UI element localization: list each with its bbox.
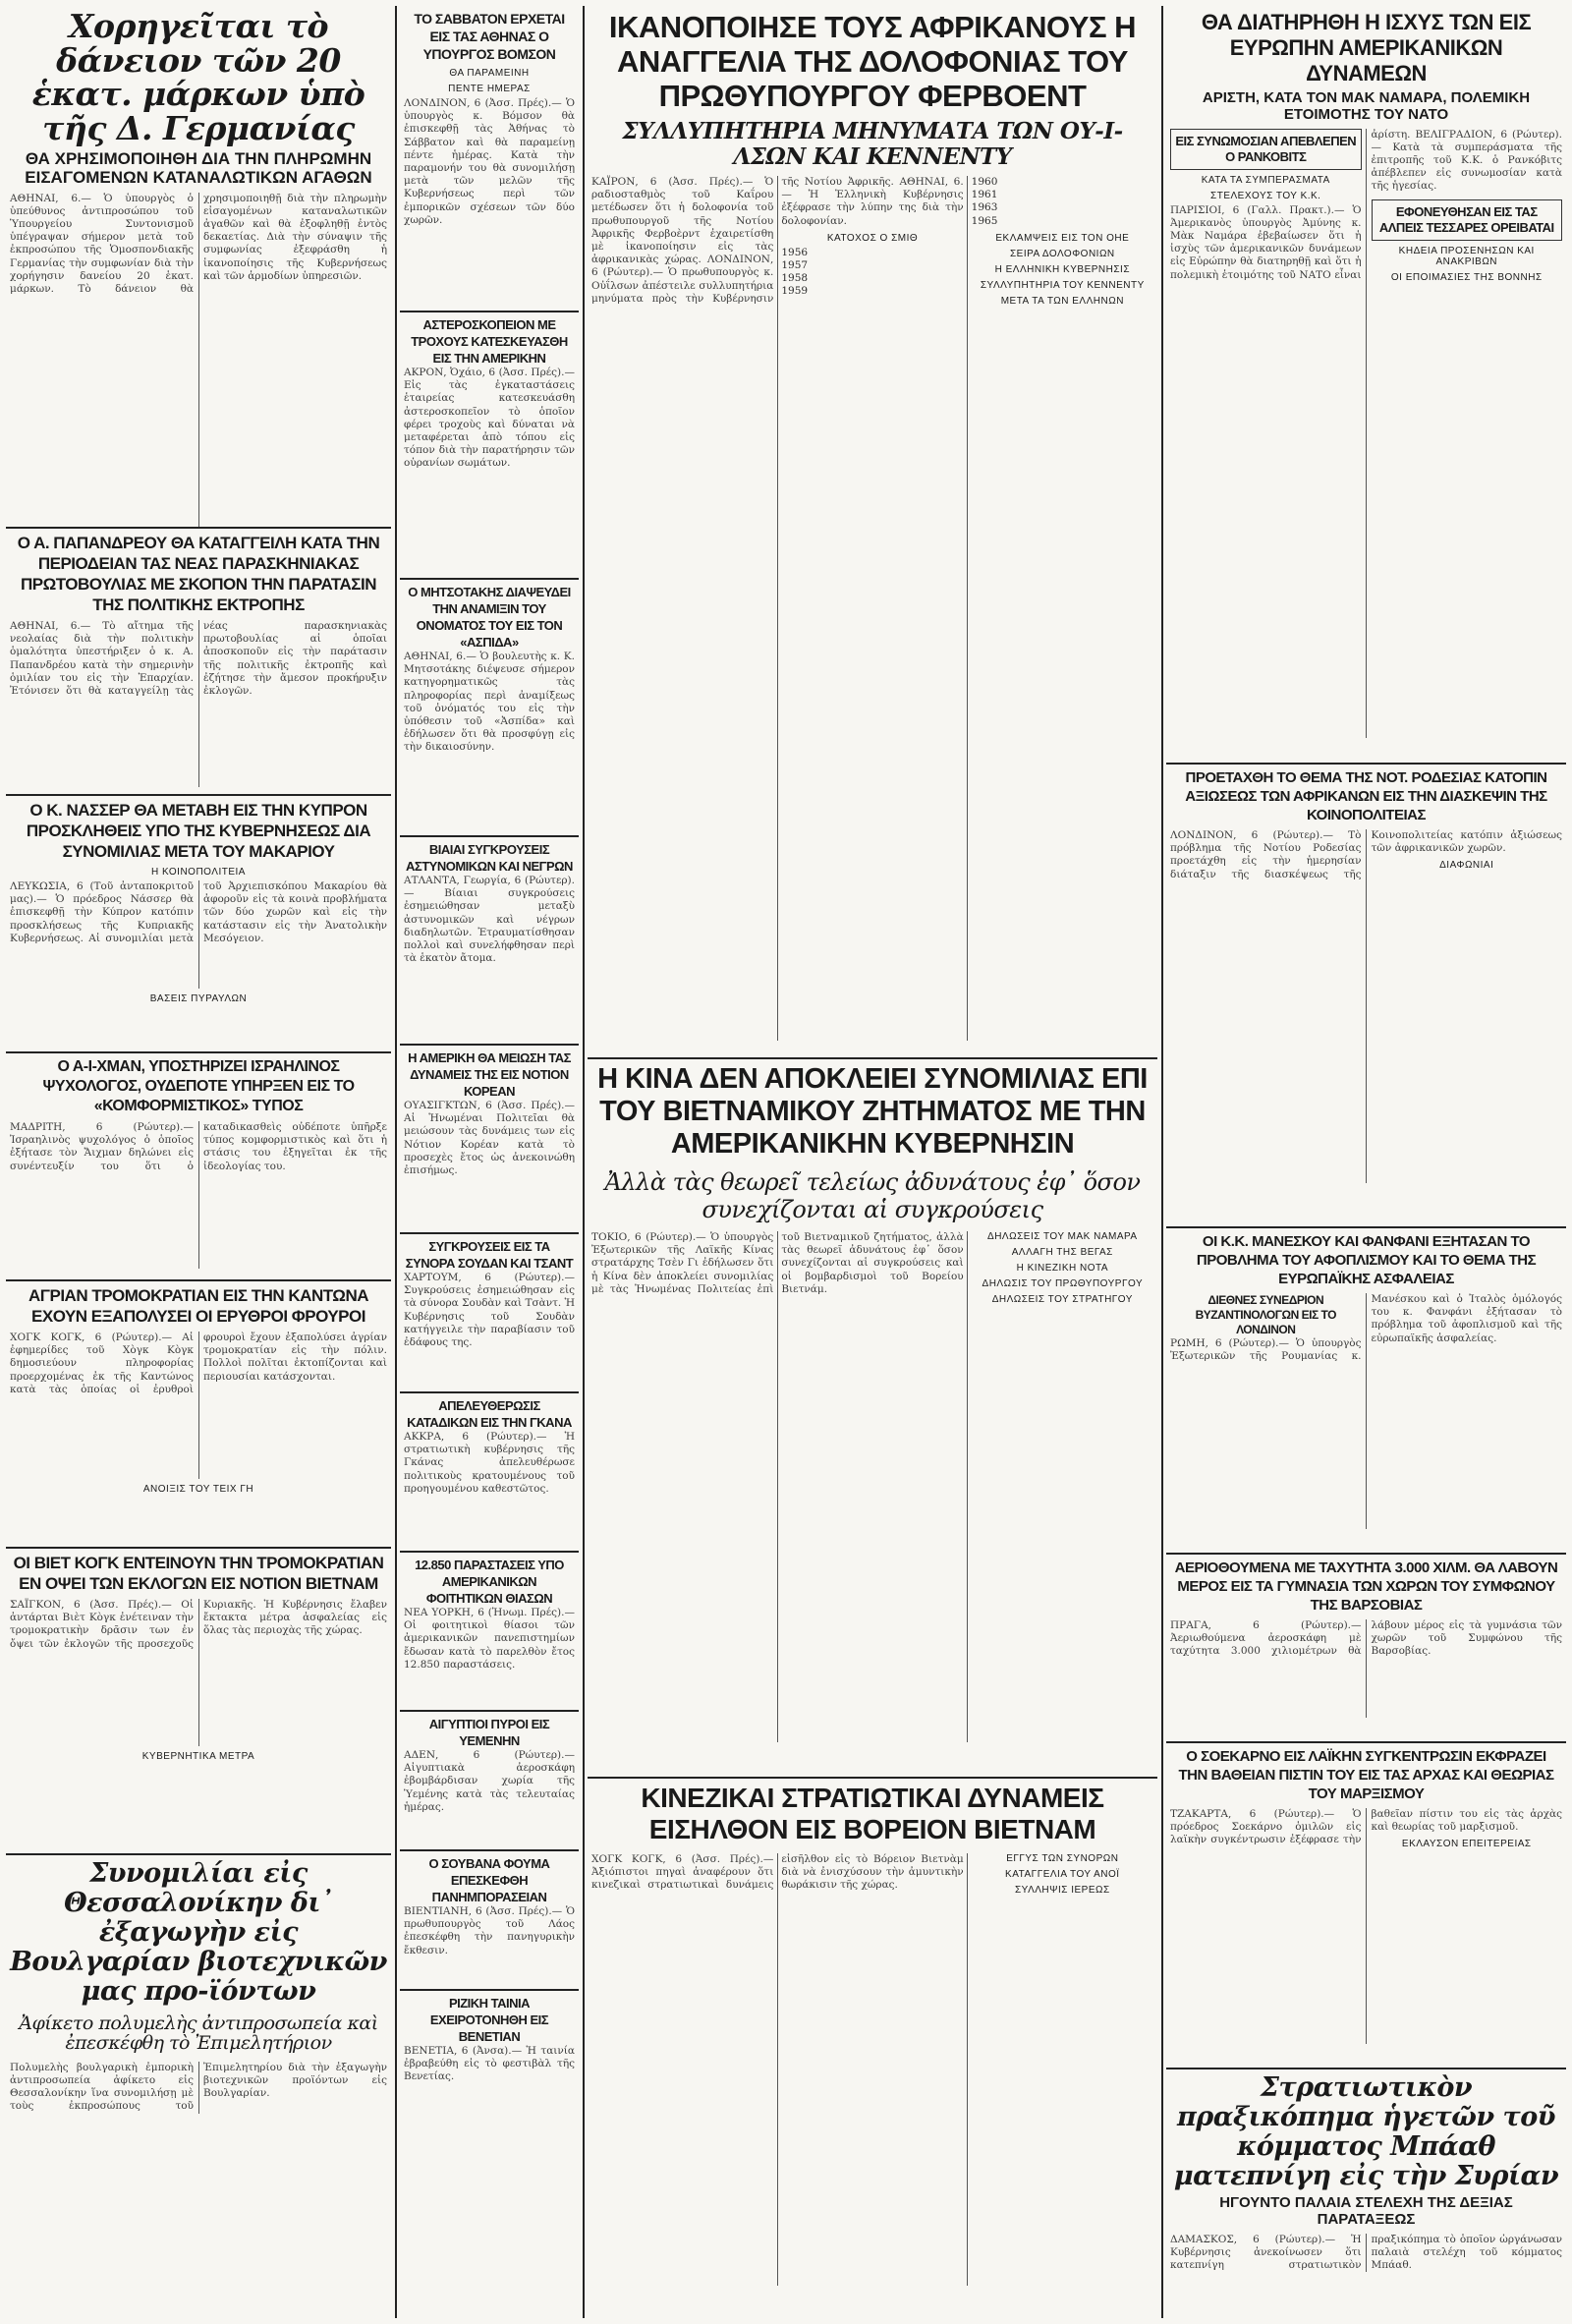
article-columns [1170, 1808, 1562, 2044]
article-chinese-forces [588, 1779, 1157, 2292]
article-columns [591, 176, 1153, 1041]
article-body: ΒΕΝΕΤΙΑ, 6 (Ἀνσα).— Ἡ ταινία ἐβραβεύθη εἰς τὸ φεστιβὰλ τῆς Βενετίας. [404, 2045, 575, 2083]
subheadline: ΗΓΟΥΝΤΟ ΠΑΛΑΙΑ ΣΤΕΛΕΧΗ ΤΗΣ ΔΕΞΙΑΣ ΠΑΡΑΤΑΞΕΩΣ [1219, 2194, 1513, 2229]
article-body: Πολυμελὴς βουλγαρικὴ ἐμπορικὴ ἀντιπροσωπεία ἀφίκετο εἰς Θεσσαλονίκην ἵνα συνομιλήσῃ μὲ τοὺς ἐκπροσώπους τοῦ Ἐπιμελητηρίου διὰ τὴν ἐξαγωγὴν βιοτεχνικῶν προϊόντων εἰς Βουλγαρίαν. [10, 2061, 387, 2113]
headline: Ο ΣΟΕΚΑΡΝΟ ΕΙΣ ΛΑΪΚΗΝ ΣΥΓΚΕΝΤΡΩΣΙΝ ΕΚΦΡΑΖΕΙ ΤΗΝ ΒΑΘΕΙΑΝ ΠΙΣΤΙΝ ΤΟΥ ΕΙΣ ΤΑΣ ΑΡΧΑΣ ΚΑΙ ΘΕΩΡΙΑΣ ΤΟΥ ΜΑΡΞΙΣΜΟΥ [1178, 1748, 1554, 1802]
column-divider [1161, 6, 1163, 2318]
article-manescu-fanfani [1166, 1228, 1566, 1555]
article-canton-red-guards [6, 1281, 391, 1549]
article-body: ΑΔΕΝ, 6 (Ρώυτερ).— Αἰγυπτιακὰ ἀεροσκάφη ἐβομβάρδισαν χωρία τῆς Ὑεμένης κατὰ τὰς τελευταίας ἡμέρας. [404, 1749, 575, 1813]
article-columns [1170, 829, 1562, 1183]
article-columns [1170, 1293, 1562, 1529]
section-label: ΠΕΝΤΕ ΗΜΕΡΑΣ [448, 84, 531, 94]
side-box-headline: ΕΦΟΝΕΥΘΗΣΑΝ ΕΙΣ ΤΑΣ ΑΛΠΕΙΣ ΤΕΣΣΑΡΕΣ ΟΡΕΙΒΑΤΑΙ [1372, 199, 1563, 241]
column-1 [6, 6, 391, 2318]
article-body: ΑΘΗΝΑΙ, 6.— Τὸ αἴτημα τῆς νεολαίας διὰ τὴν πολιτικὴν ὁμαλότητα ὑπεστήριξεν ὁ κ. Α. Παπανδρέου κατὰ τὴν σημερινὴν ὁμιλίαν του εἰς τὴν Ἐπαρχίαν. Ἐτόνισεν ὅτι θὰ καταγγείλῃ τὰς νέας παρασκηνιακὰς πρωτοβουλίας αἱ ὁποῖαι ἀποσκοποῦν εἰς τὴν παράτασιν τῆς πολιτικῆς ἐκτροπῆς καὶ ἐζήτησε τὴν ἄμεσον προκήρυξιν ἐκλογῶν. [10, 620, 387, 698]
article-body: ΡΩΜΗ, 6 (Ρώυτερ).— Ὁ ὑπουργὸς Ἐξωτερικῶν τῆς Ρουμανίας κ. Μανέσκου καὶ ὁ Ἰταλὸς ὁμόλογός του κ. Φανφάνι ἐξήτασαν τὸ πρόβλημα τοῦ ἀφοπλισμοῦ καὶ τῆς εὐρωπαϊκῆς ἀσφαλείας. [1170, 1293, 1562, 1363]
headline: Η ΚΙΝΑ ΔΕΝ ΑΠΟΚΛΕΙΕΙ ΣΥΝΟΜΙΛΙΑΣ ΕΠΙ ΤΟΥ ΒΙΕΤΝΑΜΙΚΟΥ ΖΗΤΗΜΑΤΟΣ ΜΕ ΤΗΝ ΑΜΕΡΙΚΑΝΙΚΗΝ ΚΥΒΕΡΝΗΣΙΝ [597, 1063, 1148, 1160]
article-body: ΤΖΑΚΑΡΤΑ, 6 (Ρώυτερ).— Ὁ πρόεδρος Σοεκάρνο ὁμιλῶν εἰς λαϊκὴν συγκέντρωσιν ἐξέφρασε τὴν βαθεῖαν πίστιν του εἰς τὰς ἀρχὰς καὶ θεωρίας τοῦ μαρξισμοῦ. [1170, 1808, 1562, 1846]
article-sukarno [1166, 1743, 1566, 2069]
article-columns [591, 1231, 1153, 1742]
article-columns [591, 1853, 1153, 2286]
section-label: ΕΚΛΑΜΨΕΙΣ ΕΙΣ ΤΟΝ ΟΗΕ [995, 232, 1130, 244]
headline: Ο ΣΟΥΒΑΝΑ ΦΟΥΜΑ ΕΠΕΣΚΕΦΘΗ ΠΑΝΗΜΠΟΡΑΣΕΙΑΝ [428, 1856, 550, 1904]
article-body: ΛΟΝΔΙΝΟΝ, 6 (Ἀσσ. Πρές).— Ὁ ὑπουργὸς κ. Βόμσον θὰ ἐπισκεφθῇ τὰς Ἀθήνας τὸ Σάββατον καὶ θὰ παραμείνῃ πέντε ἡμέρας. Κατὰ τὴν παραμονήν του θὰ συνομιλήσῃ μετὰ τῶν μελῶν τῆς Κυβερνήσεως περὶ τῶν ἐμπορικῶν σχέσεων τῶν δύο χωρῶν. [404, 97, 575, 226]
subheadline: ΘΑ ΧΡΗΣΙΜΟΠΟΙΗΘΗ ΔΙΑ ΤΗΝ ΠΛΗΡΩΜΗΝ ΕΙΣΑΓΟΜΕΝΩΝ ΚΑΤΑΝΑΛΩΤΙΚΩΝ ΑΓΑΘΩΝ [25, 148, 372, 188]
headline: Χορηγεῖται τὸ δάνειον τῶν 20 ἑκατ. μάρκων ὑπὸ τῆς Δ. Γερμανίας [31, 7, 365, 147]
headline: ΣΥΓΚΡΟΥΣΕΙΣ ΕΙΣ ΤΑ ΣΥΝΟΡΑ ΣΟΥΔΑΝ ΚΑΙ ΤΣΑΝΤ [405, 1239, 574, 1271]
article-body: ΣΑΪΓΚΟΝ, 6 (Ἀσσ. Πρές).— Οἱ ἀντάρται Βιὲτ Κὸγκ ἐνέτειναν τὴν τρομοκρατικὴν δρᾶσιν των ἐν ὄψει τῶν ἐκλογῶν τῆς προσεχοῦς Κυριακῆς. Ἡ Κυβέρνησις ἔλαβεν ἔκτακτα μέτρα ἀσφαλείας εἰς ὅλας τὰς περιοχὰς τῆς χώρας. [10, 1599, 387, 1650]
section-label: ΘΑ ΠΑΡΑΜΕΙΝΗ [449, 68, 530, 79]
section-label: ΣΤΕΛΕΧΟΥΣ ΤΟΥ Κ.Κ. [1210, 190, 1321, 201]
column-divider [583, 6, 585, 2318]
article-body: ΟΥΑΣΙΓΚΤΩΝ, 6 (Ἀσσ. Πρές).— Αἱ Ἡνωμέναι Πολιτεῖαι θὰ μειώσουν τὰς δυνάμεις των εἰς Νότιον Κορέαν κατὰ τὸ προσεχὲς ἔτος ὡς ἀνεκοινώθη ἐπισήμως. [404, 1100, 575, 1177]
column-3 [588, 6, 1157, 2318]
section-label: ΔΗΛΩΣΙΣ ΤΟΥ ΠΡΩΘΥΠΟΥΡΓΟΥ [982, 1278, 1144, 1289]
headline: 12.850 ΠΑΡΑΣΤΑΣΕΙΣ ΥΠΟ ΑΜΕΡΙΚΑΝΙΚΩΝ ΦΟΙΤΗΤΙΚΩΝ ΘΙΑΣΩΝ [415, 1558, 564, 1606]
section-label: ΔΗΛΩΣΕΙΣ ΤΟΥ ΣΤΡΑΤΗΓΟΥ [991, 1294, 1133, 1305]
section-label: Η ΚΟΙΝΟΠΟΛΙΤΕΙΑ [151, 867, 246, 878]
headline: Στρατιωτικὸν πραξικόπημα ἡγετῶν τοῦ κόμματος Μπάαθ ματεπνίγη εἰς τὴν Συρίαν [1173, 2072, 1559, 2191]
article-yemen [400, 1712, 579, 1851]
headline: ΑΣΤΕΡΟΣΚΟΠΕΙΟΝ ΜΕ ΤΡΟΧΟΥΣ ΚΑΤΕΣΚΕΥΑΣΘΗ ΕΙΣ ΤΗΝ ΑΜΕΡΙΚΗΝ [411, 317, 568, 366]
section-label: ΑΝΟΙΞΙΣ ΤΟΥ ΤΕΙΧ ΓΗ [142, 1484, 254, 1495]
article-mitsotakis [400, 580, 579, 837]
section-label: ΣΥΛΛΥΠΗΤΗΡΙΑ ΤΟΥ ΚΕΝΝΕΝΤΥ [980, 279, 1145, 291]
headline: Η ΑΜΕΡΙΚΗ ΘΑ ΜΕΙΩΣΗ ΤΑΣ ΔΥΝΑΜΕΙΣ ΤΗΣ ΕΙΣ ΝΟΤΙΟΝ ΚΟΡΕΑΝ [408, 1050, 571, 1099]
article-body: ΚΑΪΡΟΝ, 6 (Ἀσσ. Πρές).— Ὁ ραδιοσταθμὸς τοῦ Καΐρου μετέδωσεν ὅτι ἡ δολοφονία τοῦ πρωθυπουργοῦ τῆς Νοτίου Ἀφρικῆς Φερβοὲρντ ἐχαιρετίσθη μὲ ἱκανοποίησιν εἰς τὰς ἀφρικανικὰς χώρας. ΛΟΝΔΙΝΟΝ, 6 (Ρώυτερ).— Ὁ πρωθυπουργὸς κ. Οὐΐλσων ἀπέστειλε συλλυπητήρια μηνύματα πρὸς τὴν Κυβέρνησιν τῆς Νοτίου Ἀφρικῆς. ΑΘΗΝΑΙ, 6.— Ἡ Ἑλληνικὴ Κυβέρνησις ἐξέφρασε τὴν λύπην της διὰ τὴν δολοφονίαν. [591, 176, 964, 305]
article-body: ΧΟΓΚ ΚΟΓΚ, 6 (Ρώυτερ).— Αἱ ἐφημερίδες τοῦ Χὸγκ Κὸγκ δημοσιεύουν πληροφορίας προερχομένας ἐκ τῆς Καντώνος κατὰ τὰς ὁποίας οἱ ἐρυθροὶ φρουροὶ ἔχουν ἐξαπολύσει ἀγρίαν τρομοκρατίαν εἰς τὴν πόλιν. Πολλοὶ πολῖται ἐκτοπίζονται καὶ περιουσίαι κατάσχονται. [10, 1332, 387, 1395]
article-body: ΜΑΔΡΙΤΗ, 6 (Ρώυτερ).— Ἰσραηλινὸς ψυχολόγος ὁ ὁποῖος ἐξήτασε τὸν Ἄιχμαν δηλώνει εἰς συνέντευξίν του ὅτι ὁ καταδικασθεὶς οὐδέποτε ὑπῆρξε τύπος κομφορμιστικὸς καὶ ὅτι ἡ στάσις του ἐξηγεῖται ἐκ τῆς ἰδεολογίας του. [10, 1121, 387, 1172]
year-entry: 1963 [971, 201, 998, 214]
year-entry: 1961 [971, 189, 998, 201]
article-columns [1170, 129, 1562, 738]
article-nasser-cyprus [6, 796, 391, 1053]
article-body: ΒΙΕΝΤΙΑΝΗ, 6 (Ἀσσ. Πρές).— Ὁ πρωθυπουργὸς τοῦ Λάος ἐπεσκέφθη τὴν πανηγυρικὴν ἔκθεσιν. [404, 1905, 575, 1956]
article-body: ΑΤΛΑΝΤΑ, Γεωργία, 6 (Ρώυτερ).— Βίαιαι συγκρούσεις ἐσημειώθησαν μεταξὺ ἀστυνομικῶν καὶ νέγρων διαδηλωτῶν. Ἐτραυματίσθησαν πολλοὶ καὶ συνελήφθησαν περὶ τὰ ἑκατὸν ἄτομα. [404, 875, 575, 965]
section-label: ΚΗΔΕΙΑ ΠΡΟΣΕΝΗΣΩΝ ΚΑΙ ΑΝΑΚΡΙΒΩΝ [1398, 245, 1535, 267]
section-label: ΜΕΤΑ ΤΑ ΤΩΝ ΕΛΛΗΝΩΝ [1000, 295, 1124, 307]
year-entry: 1957 [781, 259, 809, 272]
article-china-vietnam-talks [588, 1059, 1157, 1779]
article-korea-forces [400, 1046, 579, 1234]
year-entry: 1956 [781, 246, 809, 258]
article-papandreou [6, 529, 391, 796]
article-ghana [400, 1393, 579, 1553]
article-body: ΧΑΡΤΟΥΜ, 6 (Ρώυτερ).— Συγκρούσεις ἐσημειώθησαν εἰς τὰ σύνορα Σουδὰν καὶ Τσὰντ. Ἡ Κυβέρνησις τοῦ Σουδὰν κατήγγειλε τὴν παραβίασιν τοῦ ἐδάφους της. [404, 1272, 576, 1349]
article-viet-cong [6, 1549, 391, 1855]
article-atlanta-clashes [400, 837, 579, 1046]
headline: Ο Α. ΠΑΠΑΝΔΡΕΟΥ ΘΑ ΚΑΤΑΓΓΕΙΛΗ ΚΑΤΑ ΤΗΝ ΠΕΡΙΟΔΕΙΑΝ ΤΑΣ ΝΕΑΣ ΠΑΡΑΣΚΗΝΙΑΚΑΣ ΠΡΩΤΟΒΟΥΛΙΑΣ ΜΕ ΣΚΟΠΟΝ ΤΗΝ ΠΑΡΑΤΑΣΙΝ ΤΗΣ ΠΟΛΙΤΙΚΗΣ ΕΚΤΡΟΠΗΣ [17, 534, 380, 614]
headline: ΚΙΝΕΖΙΚΑΙ ΣΤΡΑΤΙΩΤΙΚΑΙ ΔΥΝΑΜΕΙΣ ΕΙΣΗΛΘΟΝ ΕΙΣ ΒΟΡΕΙΟΝ ΒΙΕΤΝΑΜ [641, 1783, 1104, 1844]
headline: Συνομιλίαι εἰς Θεσσαλονίκην δι᾽ ἐξαγωγὴν εἰς Βουλγαρίαν βιοτεχνικῶν μας προ-ϊόντων [10, 1858, 387, 2007]
article-syria-coup [1166, 2069, 1566, 2278]
headline: ΤΟ ΣΑΒΒΑΤΟΝ ΕΡΧΕΤΑΙ ΕΙΣ ΤΑΣ ΑΘΗΝΑΣ Ο ΥΠΟΥΡΓΟΣ ΒΟΜΣΟΝ [414, 11, 565, 62]
section-label: ΣΥΛΛΗΨΙΣ ΙΕΡΕΩΣ [1014, 1885, 1110, 1896]
article-body: ΛΟΝΔΙΝΟΝ, 6 (Ρώυτερ).— Τὸ πρόβλημα τῆς Νοτίου Ροδεσίας προετάχθη εἰς τὴν ἡμερησίαν διάταξιν τῆς διασκέψεως τῆς Κοινοπολιτείας κατόπιν ἀξιώσεως τῶν ἀφρικανικῶν χωρῶν. [1170, 829, 1562, 880]
article-body: ΛΕΥΚΩΣΙΑ, 6 (Τοῦ ἀνταποκριτοῦ μας).— Ὁ πρόεδρος Νάσσερ θὰ ἐπισκεφθῇ τὴν Κύπρον κατόπιν προσκλήσεως τῆς Κυπριακῆς Κυβερνήσεως. Αἱ συνομιλίαι μετὰ τοῦ Ἀρχιεπισκόπου Μακαρίου θὰ ἀφοροῦν εἰς τὰ κοινὰ προβλήματα τῶν δύο χωρῶν καὶ εἰς τὴν κατάστασιν εἰς τὴν Ἀνατολικὴν Μεσόγειον. [10, 880, 387, 944]
section-label: ΕΚΛΑΥΣΟΝ ΕΠΕΙΤΕΡΕΙΑΣ [1401, 1839, 1532, 1850]
headline: ΑΓΡΙΑΝ ΤΡΟΜΟΚΡΑΤΙΑΝ ΕΙΣ ΤΗΝ ΚΑΝΤΩΝΑ ΕΧΟΥΝ ΕΞΑΠΟΛΥΣΕΙ ΟΙ ΕΡΥΘΡΟΙ ΦΡΟΥΡΟΙ [28, 1286, 368, 1326]
subheadline: ΑΡΙΣΤΗ, ΚΑΤΑ ΤΟΝ ΜΑΚ ΝΑΜΑΡΑ, ΠΟΛΕΜΙΚΗ ΕΤΟΙΜΟΤΗΣ ΤΟΥ ΝΑΤΟ [1202, 89, 1531, 124]
section-label: ΔΙΑΦΩΝΙΑΙ [1439, 860, 1494, 872]
section-label: ΚΑΤΑ ΤΑ ΣΥΜΠΕΡΑΣΜΑΤΑ [1201, 174, 1330, 186]
article-us-forces-europe [1166, 6, 1566, 765]
section-label: ΚΥΒΕΡΝΗΤΙΚΑ ΜΕΤΡΑ [141, 1751, 255, 1762]
headline: ΑΠΕΛΕΥΘΕΡΩΣΙΣ ΚΑΤΑΔΙΚΩΝ ΕΙΣ ΤΗΝ ΓΚΑΝΑ [407, 1398, 572, 1430]
article-body: ΑΚΡΟΝ, Ὀχάιο, 6 (Ἀσσ. Πρές).— Εἰς τὰς ἐγκαταστάσεις ἑταιρείας κατεσκευάσθη ἀστεροσκοπεῖον τὸ ὁποῖον φέρει τροχοὺς καὶ δύναται νὰ μεταφέρεται ἀπὸ τόπου εἰς τόπον διὰ τὴν παρατήρησιν τῶν οὐρανίων σωμάτων. [404, 367, 575, 470]
article-body: ΔΑΜΑΣΚΟΣ, 6 (Ρώυτερ).— Ἡ Κυβέρνησις ἀνεκοίνωσεν ὅτι κατεπνίγη στρατιωτικὸν πραξικόπημα τὸ ὁποῖον ὠργάνωσαν παλαιὰ στελέχη τοῦ κόμματος Μπάαθ. [1170, 2233, 1562, 2271]
article-warsaw-pact [1166, 1555, 1566, 1743]
section-label: ΣΕΙΡΑ ΔΟΛΟΦΟΝΙΩΝ [1009, 248, 1115, 259]
article-student-theatre [400, 1553, 579, 1712]
side-headline: ΔΙΕΘΝΕΣ ΣΥΝΕΔΡΙΟΝ ΒΥΖΑΝΤΙΝΟΛΟΓΩΝ ΕΙΣ ΤΟ ΛΟΝΔΙΝΟΝ [1195, 1293, 1336, 1336]
article-body: ΠΑΡΙΣΙΟΙ, 6 (Γαλλ. Πρακτ.).— Ὁ Ἀμερικανὸς ὑπουργὸς Ἀμύνης κ. Μὰκ Ναμάρα ἐβεβαίωσεν ὅτι ἡ ἰσχὺς τῶν ἀμερικανικῶν δυνάμεων εἰς Εὐρώπην θὰ διατηρηθῇ καὶ ὅτι ἡ πολεμικὴ ἑτοιμότης τοῦ ΝΑΤΟ εἶναι ἀρίστη. ΒΕΛΙΓΡΑΔΙΟΝ, 6 (Ρώυτερ).— Κατὰ τὰ συμπεράσματα τῆς ἐπιτροπῆς τοῦ Κ.Κ. ὁ Ρανκόβιτς ἀπέβλεπεν εἰς συνωμοσίαν κατὰ τῆς ἡγεσίας. [1170, 128, 1562, 281]
section-label: ΒΑΣΕΙΣ ΠΥΡΑΥΛΩΝ [149, 993, 248, 1004]
article-observatory [400, 312, 579, 580]
section-label: Η ΚΙΝΕΖΙΚΗ ΝΟΤΑ [1016, 1263, 1109, 1274]
headline: ΒΙΑΙΑΙ ΣΥΓΚΡΟΥΣΕΙΣ ΑΣΤΥΝΟΜΙΚΩΝ ΚΑΙ ΝΕΓΡΩΝ [406, 842, 573, 874]
side-headline: ΕΙΣ ΣΥΝΩΜΟΣΙΑΝ ΑΠΕΒΛΕΠΕΝ Ο ΡΑΝΚΟΒΙΤΣ [1170, 129, 1362, 170]
article-german-loan [6, 6, 391, 529]
article-bulgaria-exports [6, 1855, 391, 2120]
article-bomson-visit [400, 6, 579, 312]
year-entry: 1960 [971, 176, 998, 188]
column-divider [395, 6, 397, 2318]
headline: Ο Κ. ΝΑΣΣΕΡ ΘΑ ΜΕΤΑΒΗ ΕΙΣ ΤΗΝ ΚΥΠΡΟΝ ΠΡΟΣΚΛΗΘΕΙΣ ΥΠΟ ΤΗΣ ΚΥΒΕΡΝΗΣΕΩΣ ΔΙΑ ΣΥΝΟΜΙΛΙΑΣ ΜΕΤΑ ΤΟΥ ΜΑΚΑΡΙΟΥ [26, 801, 371, 861]
headline: ΙΚΑΝΟΠΟΙΗΣΕ ΤΟΥΣ ΑΦΡΙΚΑΝΟΥΣ Η ΑΝΑΓΓΕΛΙΑ ΤΗΣ ΔΟΛΟΦΟΝΙΑΣ ΤΟΥ ΠΡΩΘΥΠΟΥΡΓΟΥ ΦΕΡΒΟΕΝΤ [608, 10, 1137, 113]
article-body: ΠΡΑΓΑ, 6 (Ρώυτερ).— Ἀεριωθούμενα ἀεροσκάφη μὲ ταχύτητα 3.000 χιλιομέτρων θὰ λάβουν μέρος εἰς τὰ γυμνάσια τῶν χωρῶν τοῦ Συμφώνου τῆς Βαρσοβίας. [1170, 1619, 1562, 1658]
section-label: ΕΓΓΥΣ ΤΩΝ ΣΥΝΟΡΩΝ [1006, 1853, 1119, 1864]
section-label: ΚΑΤΑΓΓΕΛΙΑ ΤΟΥ ΑΝΟΪ [1005, 1869, 1120, 1880]
article-souvanna-phouma [400, 1851, 579, 1991]
headline: ΟΙ Κ.Κ. ΜΑΝΕΣΚΟΥ ΚΑΙ ΦΑΝΦΑΝΙ ΕΞΗΤΑΣΑΝ ΤΟ ΠΡΟΒΛΗΜΑ ΤΟΥ ΑΦΟΠΛΙΣΜΟΥ ΚΑΙ ΤΟ ΘΕΜΑ ΤΗΣ ΕΥΡΩΠΑΪΚΗΣ ΑΣΦΑΛΕΙΑΣ [1196, 1233, 1537, 1287]
headline: ΟΙ ΒΙΕΤ ΚΟΓΚ ΕΝΤΕΙΝΟΥΝ ΤΗΝ ΤΡΟΜΟΚΡΑΤΙΑΝ ΕΝ ΟΨΕΙ ΤΩΝ ΕΚΛΟΓΩΝ ΕΙΣ ΝΟΤΙΟΝ ΒΙΕΤΝΑΜ [13, 1554, 384, 1593]
headline: ΘΑ ΔΙΑΤΗΡΗΘΗ Η ΙΣΧΥΣ ΤΩΝ ΕΙΣ ΕΥΡΩΠΗΝ ΑΜΕΡΙΚΑΝΙΚΩΝ ΔΥΝΑΜΕΩΝ [1201, 10, 1532, 85]
article-body: ΑΘΗΝΑΙ, 6.— Ὁ βουλευτὴς κ. Κ. Μητσοτάκης διέψευσε σήμερον κατηγορηματικῶς τὰς πληροφορίας περὶ ἀναμίξεως τοῦ ὀνόματός του εἰς τὴν ὑπόθεσιν τοῦ «Ἀσπίδα» καὶ ἐδήλωσεν ὅτι θὰ προσφύγῃ εἰς τὴν δικαιοσύνην. [404, 651, 575, 754]
article-body: ΑΚΚΡΑ, 6 (Ρώυτερ).— Ἡ στρατιωτικὴ κυβέρνησις τῆς Γκάνας ἀπελευθέρωσε πολιτικοὺς κρατουμένους τοῦ προηγουμένου καθεστῶτος. [404, 1431, 575, 1495]
subheadline: ΣΥΛΛΥΠΗΤΗΡΙΑ ΜΗΝΥΜΑΤΑ ΤΩΝ ΟΥ-Ι-ΛΣΩΝ ΚΑΙ ΚΕΝΝΕΝΤΥ [622, 118, 1123, 170]
article-body: ΝΕΑ ΥΟΡΚΗ, 6 (Ἠνωμ. Πρές).— Οἱ φοιτητικοὶ θίασοι τῶν ἀμερικανικῶν πανεπιστημίων ἔδωσαν κατὰ τὸ παρελθὸν ἔτος 12.850 παραστάσεις. [404, 1607, 575, 1671]
article-verwoerd-assassination [588, 6, 1157, 1059]
section-label: ΑΛΛΑΓΗ ΤΗΣ ΒΕΓΑΣ [1011, 1247, 1113, 1258]
year-entry: 1958 [781, 272, 809, 285]
year-entry: 1965 [971, 214, 998, 227]
subheadline: Ἀλλὰ τὰς θεωρεῖ τελείως ἀδυνάτους ἐφ᾽ ὅσον συνεχίζονται αἱ συγκρούσεις [604, 1168, 1141, 1223]
headline: Ο Α-Ι-ΧΜΑΝ, ΥΠΟΣΤΗΡΙΖΕΙ ΙΣΡΑΗΛΙΝΟΣ ΨΥΧΟΛΟΓΟΣ, ΟΥΔΕΠΟΤΕ ΥΠΗΡΞΕΝ ΕΙΣ ΤΟ «ΚΟΜΦΟΡΜΙΣΤΙΚΟΣ» ΤΥΠΟΣ [42, 1058, 355, 1114]
headline: ΑΙΓΥΠΤΙΟΙ ΠΥΡΟΙ ΕΙΣ ΥΕΜΕΝΗΝ [428, 1717, 550, 1748]
headline: Ο ΜΗΤΣΟΤΑΚΗΣ ΔΙΑΨΕΥΔΕΙ ΤΗΝ ΑΝΑΜΙΞΙΝ ΤΟΥ ΟΝΟΜΑΤΟΣ ΤΟΥ ΕΙΣ ΤΟΝ «ΑΣΠΙΔΑ» [408, 585, 571, 650]
article-rhodesia [1166, 765, 1566, 1228]
headline: ΡΙΖΙΚΗ ΤΑΙΝΙΑ ΕΧΕΙΡΟΤΟΝΗΘΗ ΕΙΣ ΒΕΝΕΤΙΑΝ [429, 1996, 549, 2044]
headline: ΑΕΡΙΟΘΟΥΜΕΝΑ ΜΕ ΤΑΧΥΤΗΤΑ 3.000 ΧΙΛΜ. ΘΑ ΛΑΒΟΥΝ ΜΕΡΟΣ ΕΙΣ ΤΑ ΓΥΜΝΑΣΙΑ ΤΩΝ ΧΩΡΩΝ ΤΟΥ ΣΥΜΦΩΝΟΥ ΤΗΣ ΒΑΡΣΟΒΙΑΣ [1174, 1559, 1558, 1614]
year-entry: 1959 [781, 285, 809, 298]
article-body: ΤΟΚΙΟ, 6 (Ρώυτερ).— Ὁ ὑπουργὸς Ἐξωτερικῶν τῆς Λαϊκῆς Κίνας στρατάρχης Τσὲν Γι ἐδήλωσεν ὅτι ἡ Κίνα δὲν ἀποκλείει συνομιλίας μὲ τὰς Ἡνωμένας Πολιτείας ἐπὶ τοῦ Βιετναμικοῦ ζητήματος, ἀλλὰ τὰς θεωρεῖ ἀδυνάτους ἐφ᾽ ὅσον συνεχίζονται αἱ συγκρούσεις καὶ οἱ βομβαρδισμοὶ τοῦ Βορείου Βιετνάμ. [591, 1231, 964, 1295]
article-eichmann [6, 1053, 391, 1281]
article-body: ΑΘΗΝΑΙ, 6.— Ὁ ὑπουργὸς ὁ ὑπεύθυνος ἀντιπροσώπου τοῦ Ὑπουργείου Συντονισμοῦ ὑπέγραψαν σήμερον μετὰ τοῦ ἐκπροσώπου τῆς Ὁμοσπονδιακῆς Γερμανίας τὴν συμφωνίαν διὰ τὴν χορήγησιν δανείου 20 ἑκατ. μάρκων. Τὸ δάνειον θὰ χρησιμοποιηθῇ διὰ τὴν πληρωμὴν εἰσαγομένων καταναλωτικῶν ἀγαθῶν καὶ θὰ ἐξοφληθῇ ἐντὸς δεκαετίας. Διὰ τὴν σύναψιν τῆς συμφωνίας ἐξεφράσθη ἡ ἱκανοποίησις τῆς Κυβερνήσεως καὶ τῶν ἁρμοδίων ὑπηρεσιῶν. [10, 192, 387, 296]
column-2 [400, 6, 579, 2318]
article-sudan-chad [400, 1234, 579, 1393]
headline: ΠΡΟΕΤΑΧΘΗ ΤΟ ΘΕΜΑ ΤΗΣ ΝΟΤ. ΡΟΔΕΣΙΑΣ ΚΑΤΟΠΙΝ ΑΞΙΩΣΕΩΣ ΤΩΝ ΑΦΡΙΚΑΝΩΝ ΕΙΣ ΤΗΝ ΔΙΑΣΚΕΨΙΝ ΤΗΣ ΚΟΙΝΟΠΟΛΙΤΕΙΑΣ [1185, 769, 1547, 823]
section-label: ΟΙ ΕΠΟΙΜΑΣΙΕΣ ΤΗΣ ΒΟΝΝΗΣ [1390, 271, 1543, 283]
section-label: Η ΕΛΛΗΝΙΚΗ ΚΥΒΕΡΝΗΣΙΣ [994, 263, 1130, 275]
article-body: ΧΟΓΚ ΚΟΓΚ, 6 (Ἀσσ. Πρές).— Ἀξιόπιστοι πηγαὶ ἀναφέρουν ὅτι κινεζικαὶ στρατιωτικαὶ δυνάμεις εἰσῆλθον εἰς τὸ Βόρειον Βιετνὰμ διὰ νὰ ἐνισχύσουν τὴν ἀμυντικὴν θωράκισιν τῆς χώρας. [591, 1853, 964, 1892]
section-label: ΔΗΛΩΣΕΙΣ ΤΟΥ ΜΑΚ ΝΑΜΑΡΑ [987, 1231, 1138, 1242]
column-4 [1166, 6, 1566, 2318]
section-label: ΚΑΤΟΧΟΣ Ο ΣΜΙΘ [826, 232, 919, 244]
subheadline: Ἀφίκετο πολυμελὴς ἀντιπροσωπεία καὶ ἐπεσκέφθη τὸ Ἐπιμελητήριον [19, 2012, 378, 2054]
article-venice-film [400, 1991, 579, 2090]
